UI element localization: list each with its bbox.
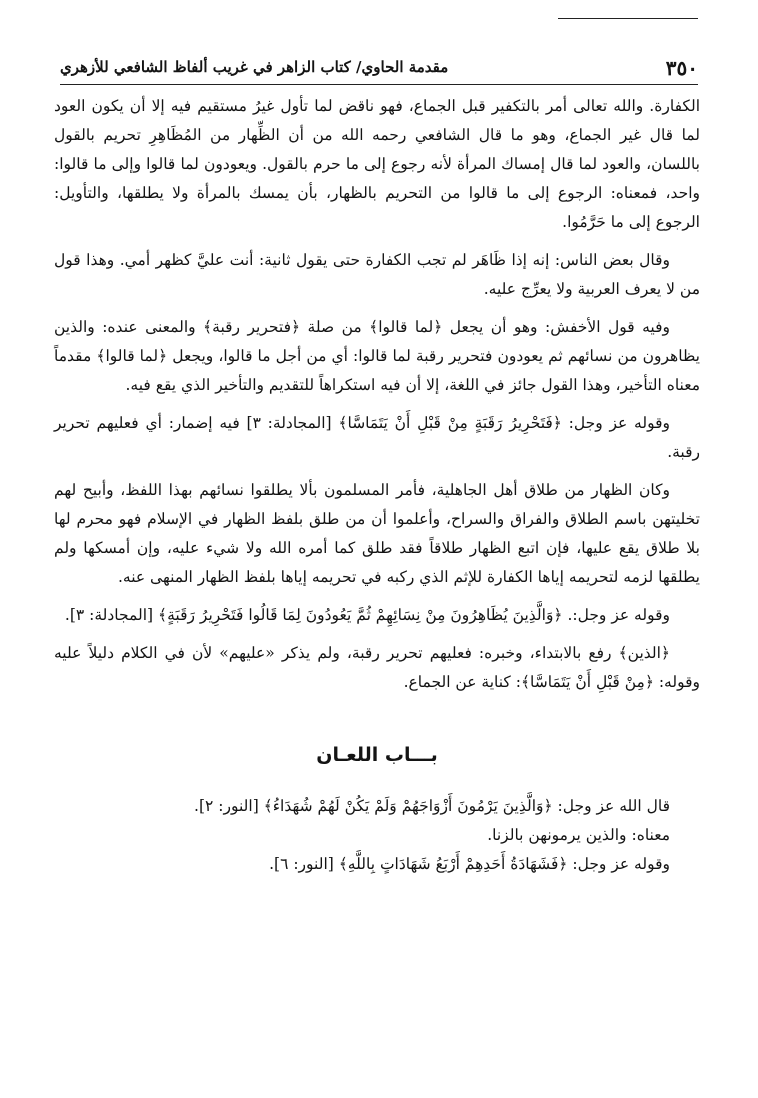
section-paragraph-3: وقوله عز وجل: ﴿فَشَهَادَةُ أَحَدِهِمْ أَرْبَعُ شَهَادَاتٍ بِاللَّهِ﴾ [النور: ٦]. <box>269 855 670 873</box>
running-title: مقدمة الحاوي/ كتاب الزاهر في غريب ألفاظ الشافعي للأزهري <box>60 58 449 76</box>
paragraph-4: وقوله عز وجل: ﴿فَتَحْرِيرُ رَقَبَةٍ مِنْ قَبْلِ أَنْ يَتَمَاسَّا﴾ [المجادلة: ٣] فيه إضمار: أي فعليهم تحرير رقبة. <box>54 414 700 461</box>
section-paragraph-1: قال الله عز وجل: ﴿وَالَّذِينَ يَرْمُونَ أَزْوَاجَهُمْ وَلَمْ يَكُنْ لَهُمْ شُهَدَاءُ﴾ [النور: ٢]. <box>194 797 670 815</box>
paragraph-5: وكان الظهار من طلاق أهل الجاهلية، فأمر المسلمون بألا يطلقوا نسائهم بهذا اللفظ، وأبيح لهم تخليتهن باسم الطلاق والفراق والسراح، وأعلموا أن من طلق بلفظ الظهار في الإسلام فهو محرم لها بلا طلاق يقع عليها، فإن اتبع الظهار طلاقاً فقد طلق كما أمره الله ولا شيء عليه، وإن أمسكها ولم يطلقها لزمه لتحريمه إياها الكفارة للإثم الذي ركبه في تحريمه إياها بلفظ الظهار المنهى عنه. <box>54 481 700 586</box>
page-number: ٣٥٠ <box>665 56 698 80</box>
paragraph-1: الكفارة. والله تعالى أمر بالتكفير قبل الجماع، فهو ناقض لما تأول غيرُ مستقيم فيه إلا أن يكون العود لما قال غير الجماع، وهو ما قال الشافعي رحمه الله من أن الظِّهار من المُظَاهِرِ تحريم بالقول باللسان، والعود لما قال إمساك المرأة لأنه رجوع إلى ما حرم بالقول. ويعودون لما قالوا وإلى ما قالوا: واحد، فمعناه: الرجوع إلى ما قالوا من التحريم بالظهار، بأن يمسك بالمرأة ولا يطلقها، والتأويل: الرجوع إلى ما حَرَّمُوا. <box>54 97 700 231</box>
page-body <box>54 92 700 879</box>
paragraph-7: ﴿الذين﴾ رفع بالابتداء، وخبره: فعليهم تحرير رقبة، ولم يذكر «عليهم» لأن في الكلام دليلاً عليه وقوله: ﴿مِنْ قَبْلِ أَنْ يَتَمَاسَّا﴾: كناية عن الجماع. <box>54 644 700 691</box>
section-paragraph-2: معناه: والذين يرمونهن بالزنا. <box>487 826 670 844</box>
header-rule <box>558 18 698 19</box>
page-header <box>60 50 698 85</box>
paragraph-3: وفيه قول الأخفش: وهو أن يجعل ﴿لما قالوا﴾ من صلة ﴿فتحرير رقبة﴾ والمعنى عنده: والذين يظاهرون من نسائهم ثم يعودون فتحرير رقبة لما قالوا: أي من أجل ما قالوا، ويجعل ﴿لما قالوا﴾ مقدماً معناه التأخير، وهذا القول جائز في اللغة، إلا أن فيه استكراهاً للتقديم والتأخير الذي يقع فيه. <box>54 318 700 394</box>
paragraph-6: وقوله عز وجل:. ﴿وَالَّذِينَ يُظَاهِرُونَ مِنْ نِسَائِهِمْ ثُمَّ يَعُودُونَ لِمَا قَالُوا فَتَحْرِيرُ رَقَبَةٍ﴾ [المجادلة: ٣]. <box>64 606 670 624</box>
paragraph-2: وقال بعض الناس: إنه إذا ظَاهَر لم تجب الكفارة حتى يقول ثانية: أنت عليَّ كظهر أمي. وهذا قول من لا يعرف العربية ولا يعرِّج عليه. <box>54 251 700 298</box>
section-title: بـــاب اللعـان <box>316 744 438 766</box>
